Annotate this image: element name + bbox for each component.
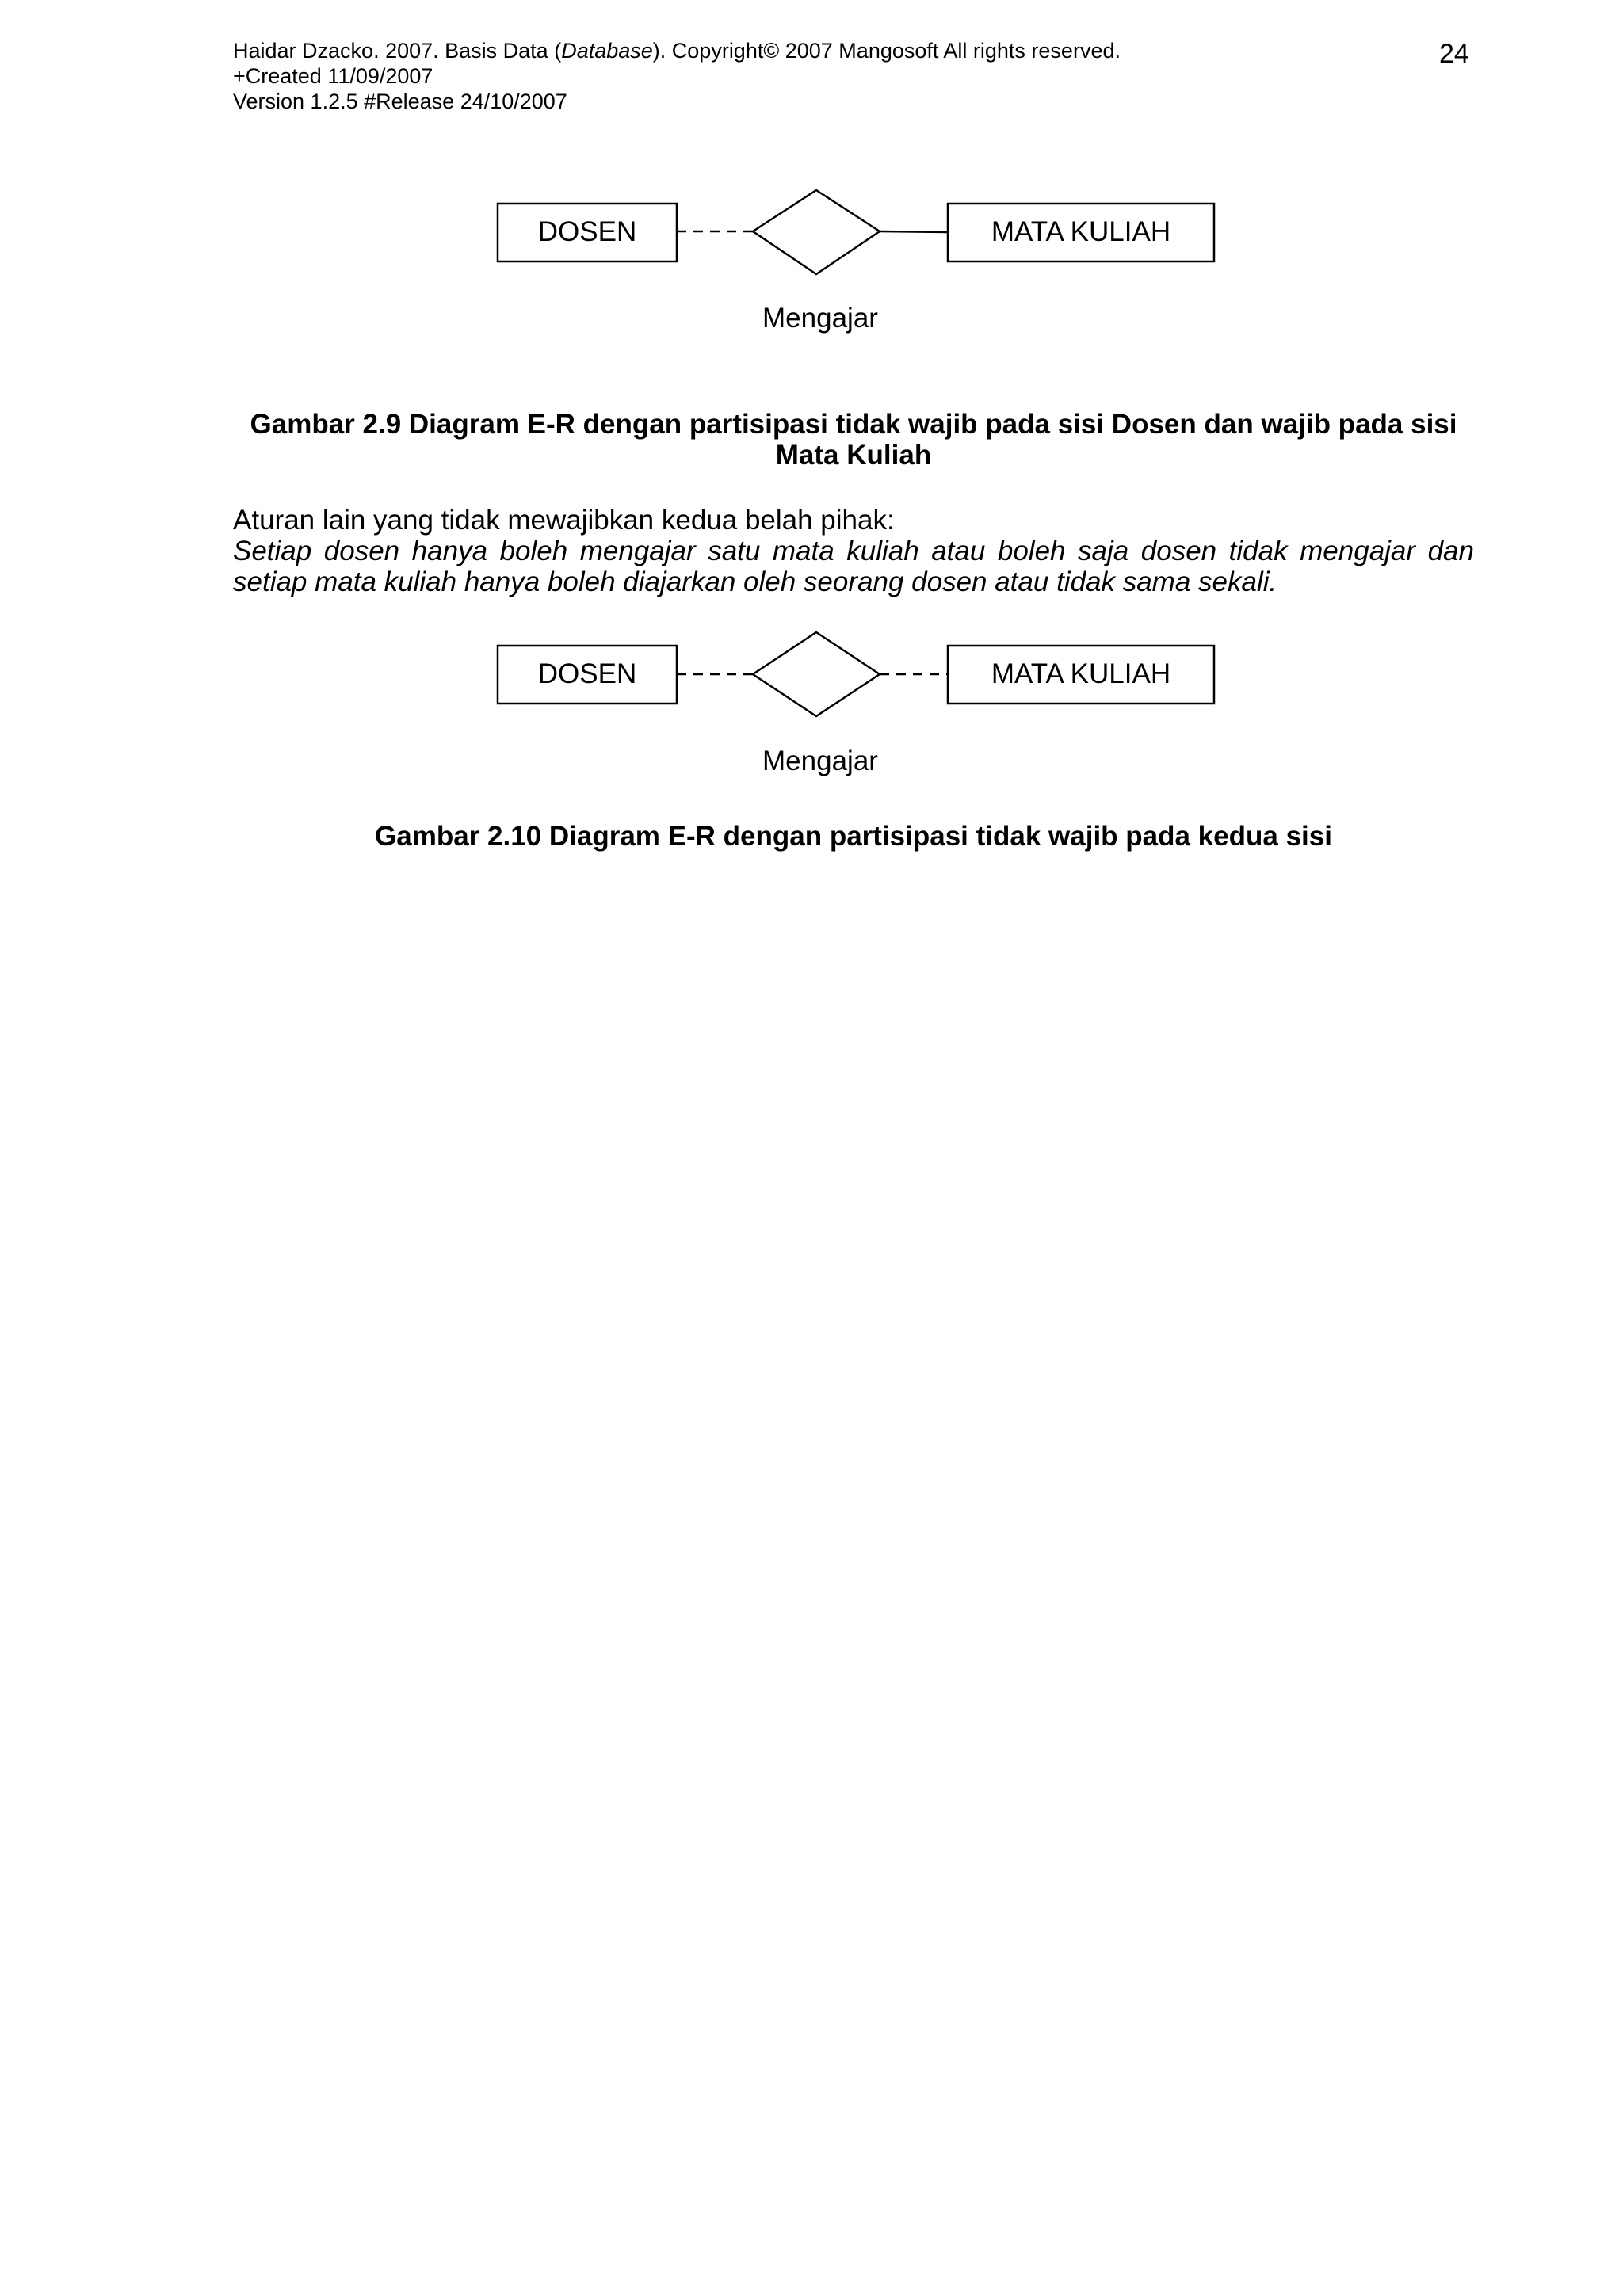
er-diagram-2-10 bbox=[0, 616, 1623, 775]
relationship-diamond bbox=[753, 190, 880, 274]
body-paragraph bbox=[233, 505, 1474, 597]
entity-label-dosen: DOSEN bbox=[537, 216, 637, 247]
relationship-label: Mengajar bbox=[762, 303, 878, 334]
header-citation: Haidar Dzacko. 2007. Basis Data (Database). Copyright© 2007 Mangosoft All rights reserved. bbox=[233, 39, 1121, 63]
page-number: 24 bbox=[1439, 39, 1469, 69]
body-rule: Setiap dosen hanya boleh mengajar satu mata kuliah atau boleh saja dosen tidak mengajar dan setiap mata kuliah hanya boleh diajarkan oleh seorang dosen atau tidak sama sekali. bbox=[233, 536, 1474, 597]
entity-label-mata-kuliah: MATA KULIAH bbox=[991, 658, 1171, 689]
entity-label-mata-kuliah: MATA KULIAH bbox=[991, 216, 1171, 247]
page-header bbox=[233, 38, 1121, 114]
relationship-diamond bbox=[753, 632, 880, 716]
entity-label-dosen: DOSEN bbox=[537, 658, 637, 689]
header-citation-italic: Database bbox=[561, 39, 653, 63]
figure-caption-2-9: Gambar 2.9 Diagram E-R dengan partisipasi tidak wajib pada sisi Dosen dan wajib pada sisi Mata Kuliah bbox=[250, 409, 1457, 471]
er-diagram-2-9 bbox=[0, 174, 1623, 333]
relationship-label: Mengajar bbox=[762, 746, 878, 776]
header-created: +Created 11/09/2007 bbox=[233, 64, 433, 88]
total-participation-line-right bbox=[880, 231, 948, 232]
header-version: Version 1.2.5 #Release 24/10/2007 bbox=[233, 90, 567, 113]
body-intro: Aturan lain yang tidak mewajibkan kedua belah pihak: bbox=[233, 505, 895, 536]
figure-caption-2-10: Gambar 2.10 Diagram E-R dengan partisipasi tidak wajib pada kedua sisi bbox=[375, 821, 1332, 852]
